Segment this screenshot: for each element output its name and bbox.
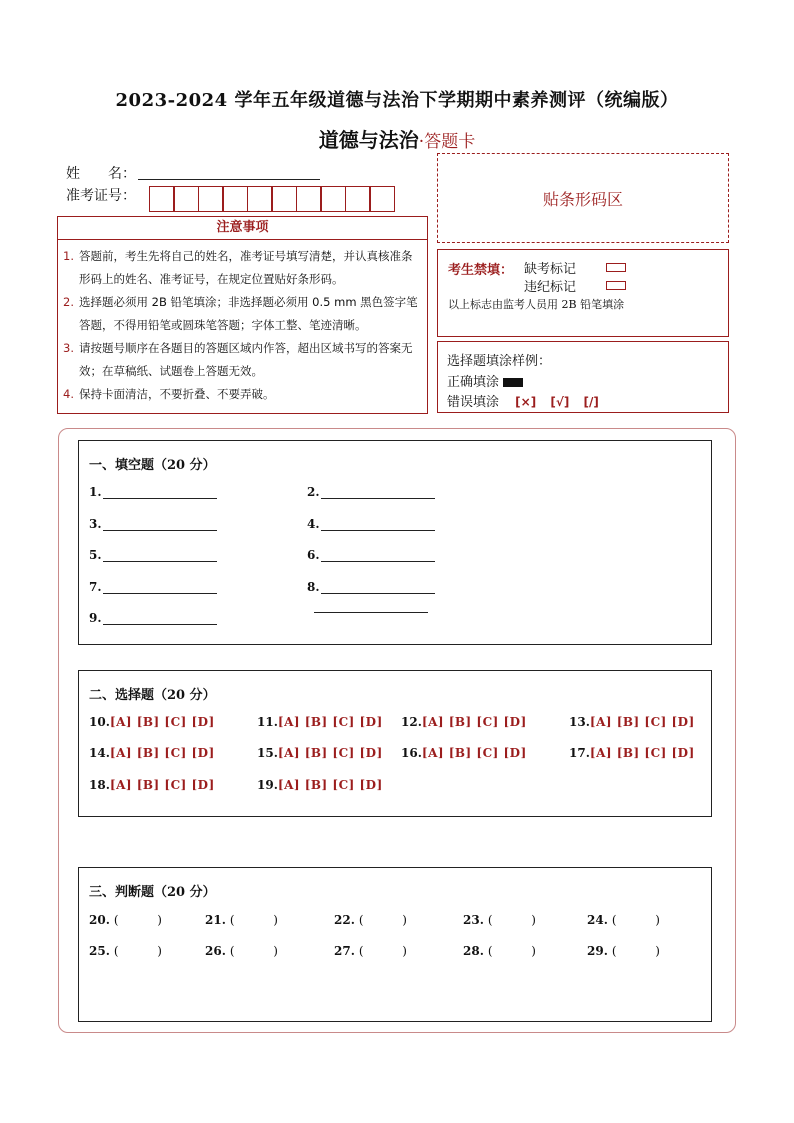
blank-item[interactable]: 7. (89, 580, 217, 594)
choice-item[interactable]: 18.[A] [B] [C] [D] (89, 778, 215, 792)
answer-line[interactable] (103, 560, 217, 562)
exam-id-digit-box[interactable] (198, 186, 224, 212)
judge-item[interactable]: 26. ( ) (205, 944, 278, 958)
notice-box (57, 216, 428, 414)
answer-line[interactable] (314, 611, 428, 613)
notice-item: 4. 保持卡面清洁，不要折叠、不要弄破。 (63, 387, 275, 401)
choice-item[interactable]: 17.[A] [B] [C] [D] (569, 746, 695, 760)
blank-item[interactable] (313, 611, 428, 613)
wrong-fill-row (447, 391, 599, 410)
judge-item[interactable]: 21. ( ) (205, 913, 278, 927)
name-label: 姓 名： (66, 166, 136, 182)
choice-options[interactable]: [A] [B] [C] [D] (421, 746, 527, 760)
subject-name: 道德与法治 (318, 128, 419, 152)
answer-line[interactable] (321, 592, 435, 594)
blank-item[interactable]: 3. (89, 517, 217, 531)
notice-item: 1. 答题前，考生先将自己的姓名，准考证号填写清楚，并认真核准条形码上的姓名、准考证号，在规定位置贴好条形码。 (63, 249, 413, 286)
filled-mark-icon (503, 378, 523, 387)
judge-item[interactable]: 29. ( ) (587, 944, 660, 958)
answer-parens[interactable]: ( ) (113, 913, 162, 927)
exam-id-digit-box[interactable] (320, 186, 346, 212)
fill-section-title: 一、填空题（20 分） (89, 458, 216, 473)
answer-parens[interactable]: ( ) (611, 944, 660, 958)
choice-item[interactable]: 15.[A] [B] [C] [D] (257, 746, 383, 760)
exam-id-digit-box[interactable] (296, 186, 322, 212)
barcode-label: 贴条形码区 (542, 189, 623, 209)
exam-status-label: 考生禁填： (448, 263, 514, 278)
choice-options[interactable]: [A] [B] [C] [D] (589, 715, 695, 729)
subject-title (0, 124, 794, 153)
exam-id-digit-box[interactable] (369, 186, 395, 212)
violation-mark-label: 违纪标记 (524, 280, 577, 295)
answer-parens[interactable]: ( ) (611, 913, 660, 927)
choice-options[interactable]: [A] [B] [C] [D] (277, 778, 383, 792)
exam-id-digit-box[interactable] (345, 186, 371, 212)
exam-id-digit-box[interactable] (247, 186, 273, 212)
judge-item[interactable]: 25. ( ) (89, 944, 162, 958)
choice-options[interactable]: [A] [B] [C] [D] (277, 715, 383, 729)
notice-item: 2. 选择题必须用 2B 铅笔填涂；非选择题必须用 0.5 mm 黑色签字笔答题，不得用铅笔或圆珠笔答题；字体工整、笔迹清晰。 (63, 295, 418, 332)
violation-mark-box[interactable] (606, 281, 626, 290)
blank-item[interactable]: 6. (307, 548, 435, 562)
choice-options[interactable]: [A] [B] [C] [D] (109, 715, 215, 729)
notice-item: 3. 请按题号顺序在各题目的答题区域内作答，超出区域书写的答案无效；在草稿纸、试题卷上答题无效。 (63, 341, 413, 378)
wrong-fill-label: 错误填涂 (447, 395, 500, 410)
answer-parens[interactable]: ( ) (229, 944, 278, 958)
blank-item[interactable]: 8. (307, 580, 435, 594)
judge-item[interactable]: 22. ( ) (334, 913, 407, 927)
name-input-line[interactable] (138, 178, 320, 180)
fill-sample-box (437, 341, 729, 413)
exam-id-label: 准考证号： (66, 188, 136, 204)
choice-item[interactable]: 14.[A] [B] [C] [D] (89, 746, 215, 760)
answer-line[interactable] (321, 560, 435, 562)
choice-section (78, 670, 712, 817)
page-title: 2023-2024 学年五年级道德与法治下学期期中素养测评（统编版） (115, 90, 679, 111)
blank-item[interactable]: 4. (307, 517, 435, 531)
answer-line[interactable] (103, 592, 217, 594)
choice-options[interactable]: [A] [B] [C] [D] (589, 746, 695, 760)
choice-item[interactable]: 19.[A] [B] [C] [D] (257, 778, 383, 792)
exam-id-boxes[interactable] (150, 186, 395, 212)
notice-title: 注意事项 (58, 217, 427, 240)
answer-line[interactable] (321, 529, 435, 531)
judge-item[interactable]: 24. ( ) (587, 913, 660, 927)
answer-line[interactable] (103, 623, 217, 625)
blank-item[interactable]: 9. (89, 611, 217, 625)
wrong-mark-check: [√] (550, 395, 570, 409)
sample-title: 选择题填涂样例： (447, 354, 552, 369)
choice-options[interactable]: [A] [B] [C] [D] (109, 778, 215, 792)
absent-mark-label: 缺考标记 (524, 262, 577, 277)
exam-status-box (437, 249, 729, 337)
answer-parens[interactable]: ( ) (358, 944, 407, 958)
answer-card-label: 答题卡 (424, 132, 476, 152)
answer-parens[interactable]: ( ) (358, 913, 407, 927)
correct-fill-row (447, 371, 523, 390)
blank-item[interactable]: 2. (307, 485, 435, 499)
wrong-mark-cross: [×] (515, 395, 537, 409)
answer-parens[interactable]: ( ) (113, 944, 162, 958)
answer-parens[interactable]: ( ) (487, 913, 536, 927)
choice-options[interactable]: [A] [B] [C] [D] (277, 746, 383, 760)
answer-parens[interactable]: ( ) (229, 913, 278, 927)
title-separator: · (418, 132, 425, 152)
judge-item[interactable]: 20. ( ) (89, 913, 162, 927)
choice-item[interactable]: 11.[A] [B] [C] [D] (257, 715, 383, 729)
choice-item[interactable]: 10.[A] [B] [C] [D] (89, 715, 215, 729)
exam-id-digit-box[interactable] (173, 186, 199, 212)
exam-id-digit-box[interactable] (149, 186, 175, 212)
judge-item[interactable]: 28. ( ) (463, 944, 536, 958)
absent-mark-box[interactable] (606, 263, 626, 272)
answer-line[interactable] (103, 529, 217, 531)
fill-blank-section (78, 440, 712, 645)
choice-item[interactable]: 16.[A] [B] [C] [D] (401, 746, 527, 760)
answer-line[interactable] (103, 497, 217, 499)
exam-status-note: 以上标志由监考人员用 2B 铅笔填涂 (448, 298, 625, 311)
choice-item[interactable]: 13.[A] [B] [C] [D] (569, 715, 695, 729)
barcode-area (437, 153, 729, 243)
exam-id-digit-box[interactable] (222, 186, 248, 212)
correct-fill-label: 正确填涂 (447, 375, 500, 390)
exam-id-digit-box[interactable] (271, 186, 297, 212)
answer-line[interactable] (321, 497, 435, 499)
judge-section (78, 867, 712, 1022)
wrong-mark-slash: [/] (583, 395, 599, 409)
choice-options[interactable]: [A] [B] [C] [D] (109, 746, 215, 760)
choice-item[interactable]: 12.[A] [B] [C] [D] (401, 715, 527, 729)
blank-item[interactable]: 1. (89, 485, 217, 499)
blank-item[interactable]: 5. (89, 548, 217, 562)
judge-item[interactable]: 23. ( ) (463, 913, 536, 927)
choice-section-title: 二、选择题（20 分） (89, 688, 216, 703)
choice-options[interactable]: [A] [B] [C] [D] (421, 715, 527, 729)
judge-section-title: 三、判断题（20 分） (89, 885, 216, 900)
judge-item[interactable]: 27. ( ) (334, 944, 407, 958)
answer-parens[interactable]: ( ) (487, 944, 536, 958)
